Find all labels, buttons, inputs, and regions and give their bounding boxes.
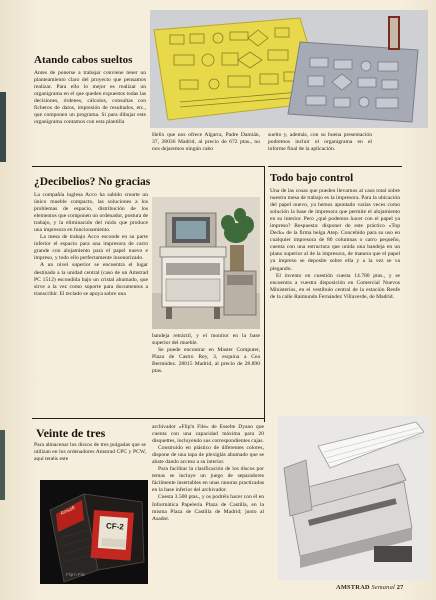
top-deck-printer-illustration <box>278 416 430 580</box>
disk-brand-label: Amsoft <box>59 505 77 517</box>
control-title: Todo bajo control <box>270 172 354 184</box>
decibelios-p1: La compañía inglesa Acco ha sabido crearte un único mueble compacto, las soluciones a los problemas de espacio, distribución de los elementos que componen un ordenador, postura de trabajo, y la eliminación del ruido que produce una impresora en funcionamiento. <box>34 192 148 234</box>
atando-col2 <box>152 132 260 162</box>
folio-magazine: AMSTRAD <box>336 584 370 591</box>
edge-photo-strip-top <box>0 92 6 162</box>
veinte-p3: Construido en plástico de diferentes colores, dispone de una tapa de plexiglás ahumado que se abate dando acceso a su interior. <box>152 445 264 466</box>
atando-col2-text: Helix que nos ofrece Algarra, Padre Damián, 37, 28036 Madrid, al precio de 672 ptas., no nos dejaremos ningún cabo <box>152 132 260 153</box>
page-folio <box>336 584 404 591</box>
veinte-p5: Cuesta 3.500 ptas., y os podréis hacer con él en Informática Papelería Plaza de Castilla, en la misma Plaza de Castilla de Madrid; junto al Asador. <box>152 494 264 522</box>
edge-photo-strip-bottom <box>0 430 5 500</box>
folio-subtitle: Semanal <box>371 584 395 591</box>
decibelios-col1 <box>34 192 148 410</box>
veinte-p4: Para facilitar la clasificación de los discos por temas se incluye un juego de separadores fácilmente insertables en unas ranuras practicadas en la base inferior del archivador. <box>152 466 264 494</box>
decibelios-title: ¿Decibelios? No gracias <box>34 176 151 188</box>
veinte-col1 <box>34 442 146 478</box>
rule-middle-section <box>32 418 264 419</box>
flip-n-file-photo <box>40 480 148 584</box>
disk-model-label: CF-2 <box>105 521 125 532</box>
veinte-col2 <box>152 424 264 590</box>
atando-col1 <box>34 70 146 164</box>
helix-template-photo <box>150 10 428 128</box>
atando-col1-text: Antes de ponerse a trabajar conviene tener un planteamiento claro del proyecto que pensamos realizar. Para ello lo mejor es realizar un organigrama en el que queden expuestos todas las decisiones, órdenes, cálculos, consultas con ficheros de datos, impresión de resultados, etc., que componen un programa. Si para dibujar este organigrama contamos con esta plantilla <box>34 70 146 126</box>
decibelios-p2: La mesa de trabajo Acco esconde en su parte inferior el espacio para una impresora de carro grande con alojamiento para el papel nuevo e impreso, y todo ello perfectamente insonorizado. <box>34 234 148 262</box>
decibelios-p4: bandeja retráctil, y el monitor en la base superior del mueble. <box>152 333 260 347</box>
veinte-p1: Para almacenar los discos de tres pulgadas que se utilizan en los ordenadores Amstrad CPC y PCW, aquí tenéis este <box>34 442 146 463</box>
rule-right-column <box>264 166 265 422</box>
atando-col3-text: suelto y, además, con su buena presentación podremos incluir el organigrama en el informe final de la aplicación. <box>268 132 372 153</box>
folio-page-number: 27 <box>396 584 404 591</box>
acco-desk-photo <box>152 197 260 329</box>
veinte-p2: archivador «Flip'n File» de Esselte Dyano que cuenta con una capacidad máxima para 20 disquettes, incluyendo sus correspondientes cajas. <box>152 424 264 445</box>
acco-desk-illustration <box>152 197 260 329</box>
box-brand-label: Flip'n File <box>66 572 86 577</box>
rule-top-section <box>32 166 264 167</box>
flip-n-file-illustration <box>40 480 148 584</box>
atando-title: Atando cabos sueltos <box>34 54 133 66</box>
atando-col3 <box>268 132 372 162</box>
helix-template-illustration <box>150 10 428 128</box>
decibelios-p3: A un nivel superior se encuentra el lugar destinado a la unidad central (caso de un Amstrad PC 1512) escondida bajo un cristal ahumado, que sirve a la vez como soporte para documentos a transcribir. El teclado se apoya sobre una <box>34 262 148 297</box>
decibelios-col2 <box>152 333 260 389</box>
top-deck-printer-photo <box>278 416 430 580</box>
veinte-title: Veinte de tres <box>36 426 106 440</box>
rule-control-top <box>268 166 402 167</box>
decibelios-p5: Se puede encontrar en Master Computer, Plaza de Castro Rey, 3, esquina a Cea Bermúdez. 28015 Madrid, al precio de 28.890 ptas. <box>152 347 260 375</box>
control-column <box>270 188 400 414</box>
control-p2: El invento en cuestión cuesta 14.780 ptas., y se encuentra a vuestra disposición en Comercial Nuevos Ministerios, en el vestíbulo central de la estación Renfe de la calle Raimundo Fernández Villaverde, de Madrid. <box>270 272 400 300</box>
control-p1: Una de las cosas que pueden llevarnos al caos total sobre nuestra mesa de trabajo es la impresora. Para la ubicación del papel nuevo, ya hemos apuntado varias veces como solución la base de impresora que permite el alojamiento en su interior. Pero ¿qué podemos hacer con el papel ya impreso? Respuesta: disponer de este práctico «Top Deck» de la firma belga Atep. Concebido para su uso en cualquier impresora de 80 columnas o carro pequeño, cuenta con una estructura que unida una bandeja en un plano superior al de la impresora, de manera que el papel ya impreso se deposite sobre ella y a la vez se va plegando. <box>270 188 400 272</box>
